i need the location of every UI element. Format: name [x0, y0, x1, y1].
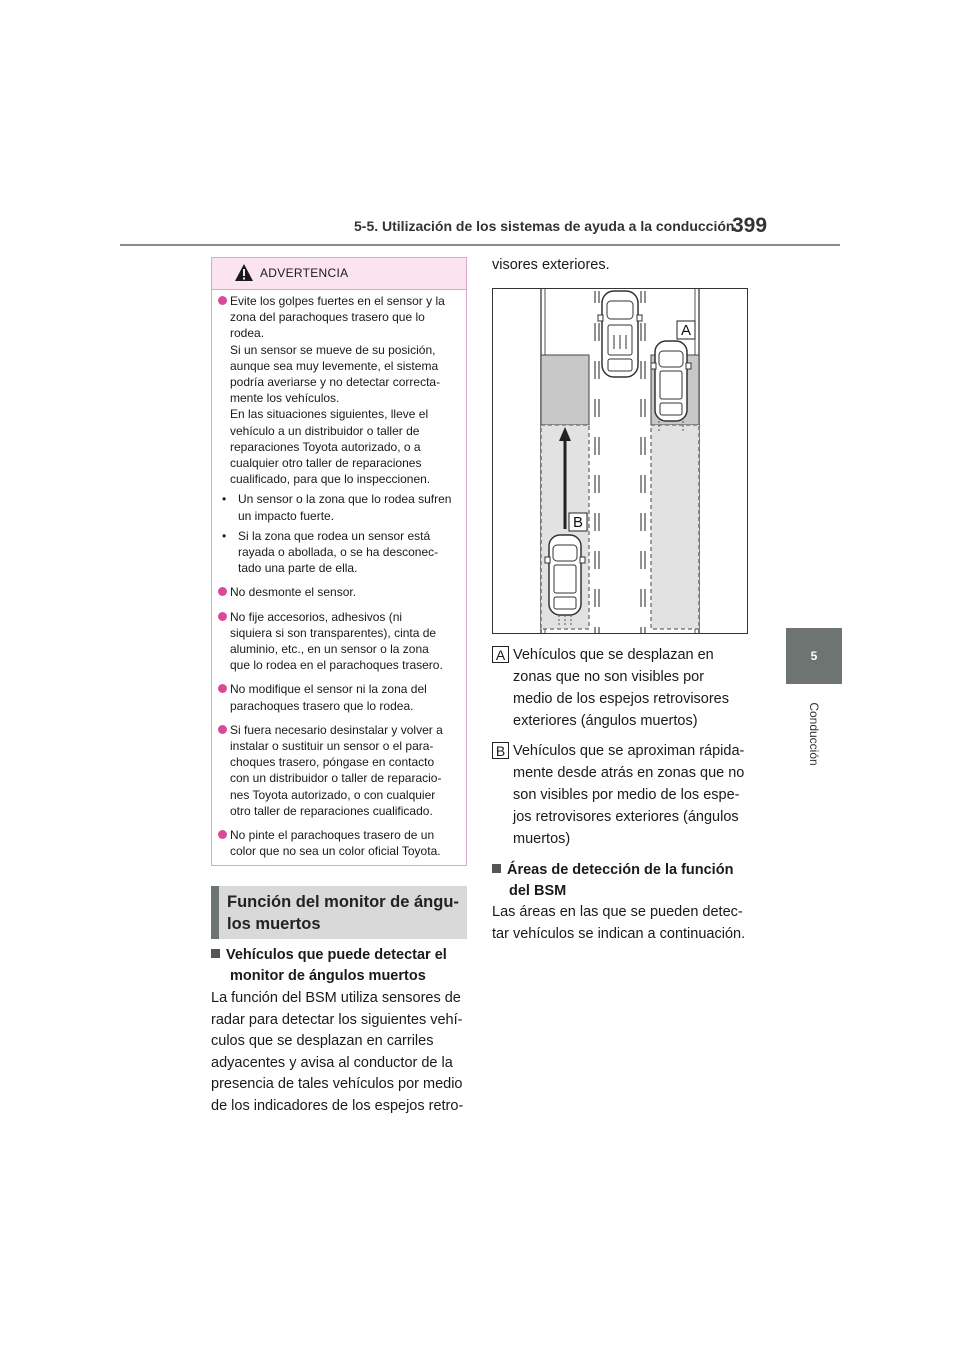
- section-heading: [211, 886, 467, 939]
- legend-b-marker: B: [492, 742, 509, 759]
- warning-line: podría averiarse y no detectar correcta-: [230, 375, 441, 390]
- bullet-dot-icon: [218, 830, 227, 839]
- warning-line: rodea.: [230, 326, 265, 341]
- legend-line: jos retrovisores exteriores (ángulos: [513, 809, 739, 825]
- warning-body: [212, 289, 466, 868]
- right-rear-approach-area: [651, 425, 699, 629]
- subheading-line: monitor de ángulos muertos: [230, 968, 426, 984]
- subheading-line: Vehículos que puede detectar el: [226, 947, 447, 963]
- sub-bullet: •: [222, 528, 227, 543]
- warning-line: No modifique el sensor ni la zona del: [230, 682, 427, 697]
- legend-b-text: [513, 740, 753, 850]
- warning-subitem: [218, 528, 458, 577]
- chapter-label-container: [786, 694, 842, 774]
- warning-line: nes Toyota autorizado, o con cualquier: [230, 787, 436, 802]
- warning-box: [211, 257, 467, 866]
- warning-line: vehículo a un distribuidor o taller de: [230, 423, 420, 438]
- sub-bullet: •: [222, 492, 227, 507]
- section-heading-text: [227, 891, 463, 935]
- legend-line: Vehículos que se desplazan en: [513, 647, 714, 663]
- warning-line: cualquier otro taller de reparaciones: [230, 456, 422, 471]
- legend-a-marker: A: [492, 646, 509, 663]
- section-heading-bar: [211, 886, 219, 939]
- warning-line: mente los vehículos.: [230, 391, 340, 406]
- bullet-dot-icon: [218, 684, 227, 693]
- warning-line: cualificado, para que lo inspeccionen.: [230, 472, 431, 487]
- warning-title: ADVERTENCIA: [260, 266, 349, 280]
- paragraph-bsm-description: [211, 988, 473, 1117]
- legend-line: zonas que no son visibles por: [513, 669, 705, 685]
- chapter-number: 5: [810, 649, 818, 663]
- legend-line: muertos): [513, 831, 571, 847]
- legend-line: mente desde atrás en zonas que no: [513, 765, 745, 781]
- warning-line: tado una parte de ella.: [238, 561, 358, 576]
- warning-triangle-icon: [234, 263, 254, 282]
- warning-line: Un sensor o la zona que lo rodea sufren: [238, 492, 452, 507]
- paragraph-detection-areas: [492, 902, 754, 945]
- heading-line: los muertos: [227, 915, 321, 933]
- warning-line: zona del parachoques trasero que lo: [230, 310, 425, 325]
- warning-line: Si un sensor se mueve de su posición,: [230, 342, 436, 357]
- paragraph-continuation: visores exteriores.: [492, 257, 610, 273]
- bullet-dot-icon: [218, 612, 227, 621]
- warning-subitem: [218, 491, 458, 523]
- legend-line: medio de los espejos retrovisores: [513, 691, 729, 707]
- page-number: 399: [732, 214, 768, 237]
- warning-line: Evite los golpes fuertes en el sensor y la: [230, 294, 445, 308]
- warning-line: un impacto fuerte.: [238, 508, 335, 523]
- bullet-dot-icon: [218, 296, 227, 305]
- subheading-line: del BSM: [509, 883, 567, 899]
- warning-line: Si la zona que rodea un sensor está: [238, 528, 431, 543]
- bsm-diagram-svg: [493, 289, 747, 633]
- warning-line: aluminio, etc., en un sensor o la zona: [230, 642, 429, 657]
- warning-line: que lo rodea en el parachoques trasero.: [230, 658, 443, 673]
- warning-item: [218, 681, 458, 713]
- square-bullet-icon: [492, 864, 501, 873]
- left-blind-spot-area: [541, 355, 589, 425]
- bsm-diagram: [492, 288, 748, 634]
- warning-line: parachoques trasero que lo rodea.: [230, 698, 414, 713]
- warning-line: instalar o sustituir un sensor o el para-: [230, 739, 434, 754]
- warning-line: otro taller de reparaciones cualificado.: [230, 803, 433, 818]
- warning-line: No desmonte el sensor.: [230, 585, 357, 600]
- warning-item: [218, 827, 458, 859]
- paragraph-line: radar para detectar los siguientes vehí-: [211, 1011, 463, 1028]
- legend-line: Vehículos que se aproximan rápida-: [513, 743, 745, 759]
- paragraph-line: culos que se desplazan en carriles: [211, 1033, 434, 1049]
- paragraph-line: Las áreas en las que se pueden detec-: [492, 904, 743, 920]
- label-a: A: [680, 322, 692, 339]
- warning-line: En las situaciones siguientes, lleve el: [230, 407, 429, 422]
- paragraph-line: tar vehículos se indican a continuación.: [492, 925, 746, 942]
- legend-line: son visibles por medio de los espe-: [513, 787, 740, 803]
- square-bullet-icon: [211, 949, 220, 958]
- header-divider: [120, 244, 840, 246]
- label-b: B: [572, 514, 584, 531]
- chapter-tab[interactable]: [786, 628, 842, 684]
- subheading-detection-areas: [492, 860, 752, 902]
- paragraph-line: adyacentes y avisa al conductor de la: [211, 1054, 453, 1071]
- chapter-label: Conducción: [807, 702, 821, 766]
- paragraph-line: presencia de tales vehículos por medio: [211, 1076, 463, 1092]
- heading-line: Función del monitor de ángu-: [227, 893, 459, 911]
- paragraph-line: de los indicadores de los espejos retro-: [211, 1097, 464, 1114]
- warning-item: [218, 293, 458, 487]
- warning-line: reparaciones Toyota autorizado, o a: [230, 439, 421, 454]
- warning-line: color que no sea un color oficial Toyota.: [230, 844, 441, 859]
- subheading-line: Áreas de detección de la función: [507, 862, 734, 878]
- warning-header: [212, 258, 466, 290]
- legend-line: exteriores (ángulos muertos): [513, 713, 698, 729]
- warning-line: con un distribuidor o taller de reparacio-: [230, 771, 442, 786]
- warning-line: aunque sea muy levemente, el sistema: [230, 358, 439, 373]
- bullet-dot-icon: [218, 725, 227, 734]
- warning-line: choques trasero, póngase en contacto: [230, 755, 435, 770]
- own-vehicle-icon: [598, 291, 642, 377]
- vehicle-a-icon: [651, 341, 691, 431]
- warning-line: No fije accesorios, adhesivos (ni: [230, 609, 403, 624]
- section-title: 5-5. Utilización de los sistemas de ayuda a la conducción: [354, 218, 735, 234]
- warning-line: siquiera si son transparentes), cinta de: [230, 625, 437, 640]
- warning-item: [218, 722, 458, 819]
- warning-line: Si fuera necesario desinstalar y volver a: [230, 722, 443, 737]
- legend-a-text: [513, 644, 753, 732]
- warning-line: No pinte el parachoques trasero de un: [230, 828, 435, 843]
- warning-item: [218, 584, 458, 600]
- warning-line: rayada o abollada, o se ha desconec-: [238, 545, 439, 560]
- bullet-dot-icon: [218, 587, 227, 596]
- subheading-detectable-vehicles: [211, 945, 471, 987]
- warning-item: [218, 609, 458, 674]
- paragraph-line: La función del BSM utiliza sensores de: [211, 990, 461, 1006]
